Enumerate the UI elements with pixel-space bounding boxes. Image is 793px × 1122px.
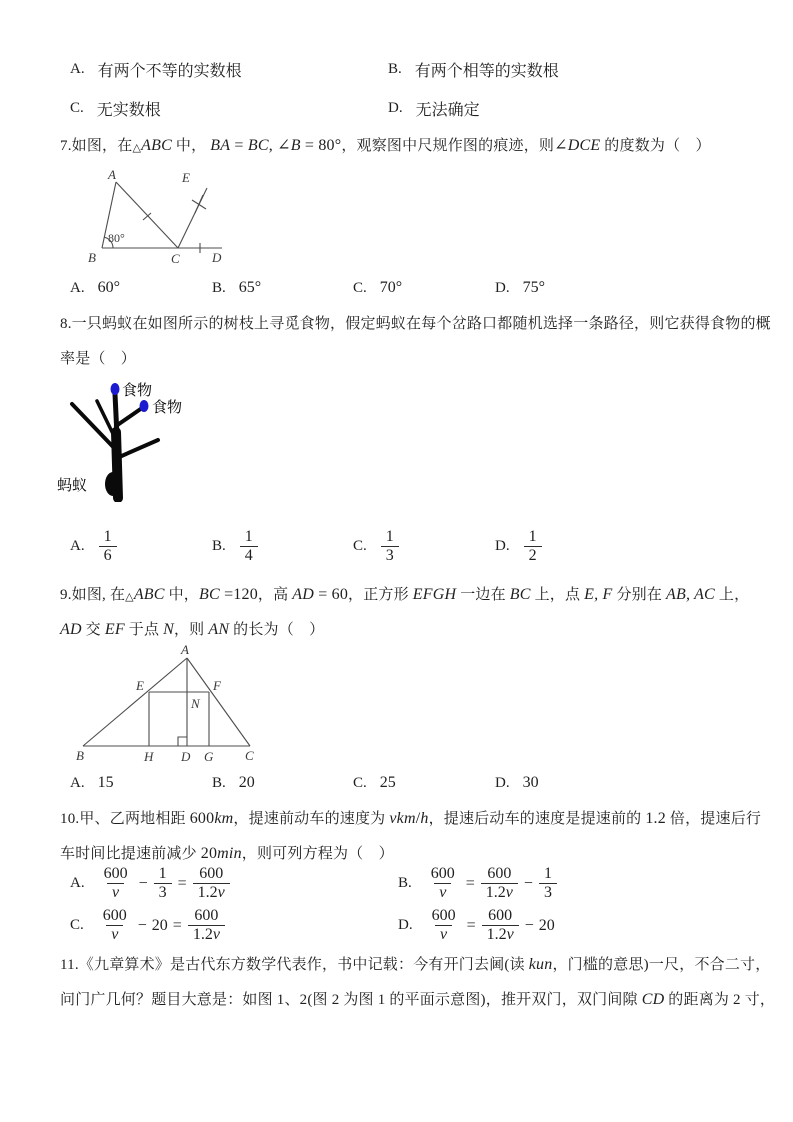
option-value: 无实数根: [96, 102, 161, 119]
option-value: 25: [379, 774, 396, 791]
question-9-stem-line1: 9.如图, 在△ABC 中，BC =120，高 AD = 60，正方形 EFGH 一边在 BC 上，点 E, F 分别在 AB, AC 上，: [60, 586, 750, 603]
question-9-option-a: [70, 774, 114, 792]
option-fraction: $\frac{1}{4}$: [239, 528, 259, 566]
option-value: 有两个不等的实数根: [97, 63, 242, 80]
option-label: A.: [70, 61, 85, 77]
tree-upper-trunk: [115, 394, 117, 436]
question-10-stem-line2: 车时间比提速前减少 20min，则可列方程为（ ）: [60, 845, 394, 862]
option-equation: $\frac{600}{v}$ = $\frac{600}{1.2v}$ − 20: [431, 907, 555, 944]
question-9-option-c: [353, 774, 396, 792]
tree-branch-right-down: [117, 440, 158, 458]
option-label: D.: [398, 917, 413, 934]
question-9-figure: [75, 642, 290, 766]
option-label: B.: [212, 774, 226, 791]
vertex-label-f: F: [213, 678, 221, 693]
option-label: C.: [353, 279, 367, 296]
option-value: 70°: [379, 279, 403, 296]
vertex-label-a: A: [108, 167, 116, 182]
tree-branch-right-food: [116, 408, 142, 426]
food-dot-1: [111, 383, 120, 395]
compass-cross-mark: [195, 195, 203, 213]
option-label: D.: [495, 538, 510, 555]
option-label: C.: [70, 917, 84, 934]
point-label-n: N: [191, 696, 200, 711]
option-value: 60°: [97, 279, 120, 296]
vertex-label-e: E: [136, 678, 144, 693]
option-label: C.: [353, 774, 367, 791]
angle-value-label: 80°: [108, 231, 125, 245]
question-6-option-b: [388, 58, 559, 81]
question-10-stem-line1: 10.甲、乙两地相距 600km，提速前动车的速度为 vkm/h，提速后动车的速度是提速前的 1.2 倍，提速后行: [60, 810, 762, 827]
option-value: 75°: [522, 279, 545, 296]
vertex-label-a: A: [181, 642, 189, 657]
question-8-option-d: [495, 528, 543, 566]
option-label: B.: [212, 279, 226, 296]
question-10-option-d: [398, 907, 555, 945]
food-label-1: 食物: [122, 383, 153, 399]
option-fraction: $\frac{1}{3}$: [380, 528, 400, 566]
option-label: C.: [353, 538, 367, 555]
vertex-label-d: D: [181, 749, 191, 764]
question-8-stem-line1: 8.一只蚂蚁在如图所示的树枝上寻觅食物，假定蚂蚁在每个岔路口都随机选择一条路径，则它获得食物的概: [60, 316, 771, 332]
option-equation: $\frac{600}{v}$ − 20 = $\frac{600}{1.2v}$: [97, 907, 226, 945]
vertex-label-b: B: [88, 250, 96, 265]
side-ac: [116, 182, 178, 248]
option-equation: $\frac{600}{v}$ − $\frac{1}{3}$ = $\frac{600}{1.2v}$: [98, 865, 231, 903]
option-label: D.: [495, 279, 510, 296]
question-8-figure: [56, 370, 241, 502]
food-dot-2: [140, 400, 149, 412]
option-value: 有两个相等的实数根: [414, 63, 559, 80]
option-label: B.: [398, 875, 412, 892]
side-ab: [83, 658, 187, 746]
question-11-stem-line1: 11.《九章算术》是古代东方数学代表作，书中记载：今有开门去阃(读 kun，门槛的意思)一尺，不合二寸，: [60, 956, 771, 973]
option-label: B.: [388, 61, 402, 77]
question-9-option-d: [495, 774, 539, 792]
vertex-label-g: G: [204, 749, 214, 764]
option-value: 无法确定: [415, 102, 480, 119]
option-value: 15: [97, 774, 114, 791]
ant-body: [105, 472, 121, 496]
option-label: A.: [70, 279, 85, 296]
option-value: 20: [238, 774, 255, 791]
option-value: 65°: [238, 279, 262, 296]
question-9-option-b: [212, 774, 255, 792]
option-label: A.: [70, 774, 85, 791]
question-9-stem-line2: AD 交 EF 于点 N，则 AN 的长为（ ）: [60, 621, 325, 638]
question-10-option-b: [398, 865, 558, 903]
question-7-option-a: [70, 279, 120, 297]
food-label-2: 食物: [152, 400, 183, 416]
option-value: 30: [522, 774, 539, 791]
question-11-stem-line2: 问门广几何？题目大意是：如图 1、2(图 2 为图 1 的平面示意图)，推开双门，双门间隙 CD 的距离为 2 寸，: [60, 991, 776, 1008]
right-angle-mark: [178, 737, 187, 746]
vertex-label-h: H: [144, 749, 154, 764]
question-7-figure: [82, 166, 232, 266]
question-7-option-b: [212, 279, 261, 297]
option-fraction: $\frac{1}{6}$: [98, 528, 118, 566]
question-6-option-a: [70, 58, 242, 81]
option-equation: $\frac{600}{v}$ = $\frac{600}{1.2v}$ − $\frac{1}{3}$: [425, 865, 558, 903]
question-7-stem: 7.如图，在△ABC 中， BA = BC, ∠B = 80°，观察图中尺规作图的痕迹，则∠DCE 的度数为（ ）: [60, 137, 711, 154]
vertex-label-b: B: [76, 748, 84, 763]
question-8-option-c: [353, 528, 400, 566]
vertex-label-c: C: [245, 748, 254, 763]
ant-label: 蚂蚁: [57, 478, 88, 494]
question-6-option-d: [388, 97, 480, 120]
option-label: C.: [70, 100, 84, 116]
question-8-option-b: [212, 528, 259, 566]
option-label: D.: [388, 100, 403, 116]
vertex-label-e: E: [182, 170, 190, 185]
option-fraction: $\frac{1}{2}$: [523, 528, 543, 566]
tick-mark-ac: [143, 213, 151, 220]
question-7-option-c: [353, 279, 402, 297]
option-label: D.: [495, 774, 510, 791]
vertex-label-d: D: [212, 250, 222, 265]
option-label: B.: [212, 538, 226, 555]
question-10-option-a: [70, 865, 231, 903]
question-8-stem-line2: 率是（ ）: [60, 351, 137, 367]
question-7-option-d: [495, 279, 545, 297]
question-8-option-a: [70, 528, 118, 566]
option-label: A.: [70, 875, 85, 892]
question-6-option-c: [70, 97, 161, 120]
question-10-option-c: [70, 907, 226, 945]
option-label: A.: [70, 538, 85, 555]
vertex-label-c: C: [171, 251, 180, 266]
